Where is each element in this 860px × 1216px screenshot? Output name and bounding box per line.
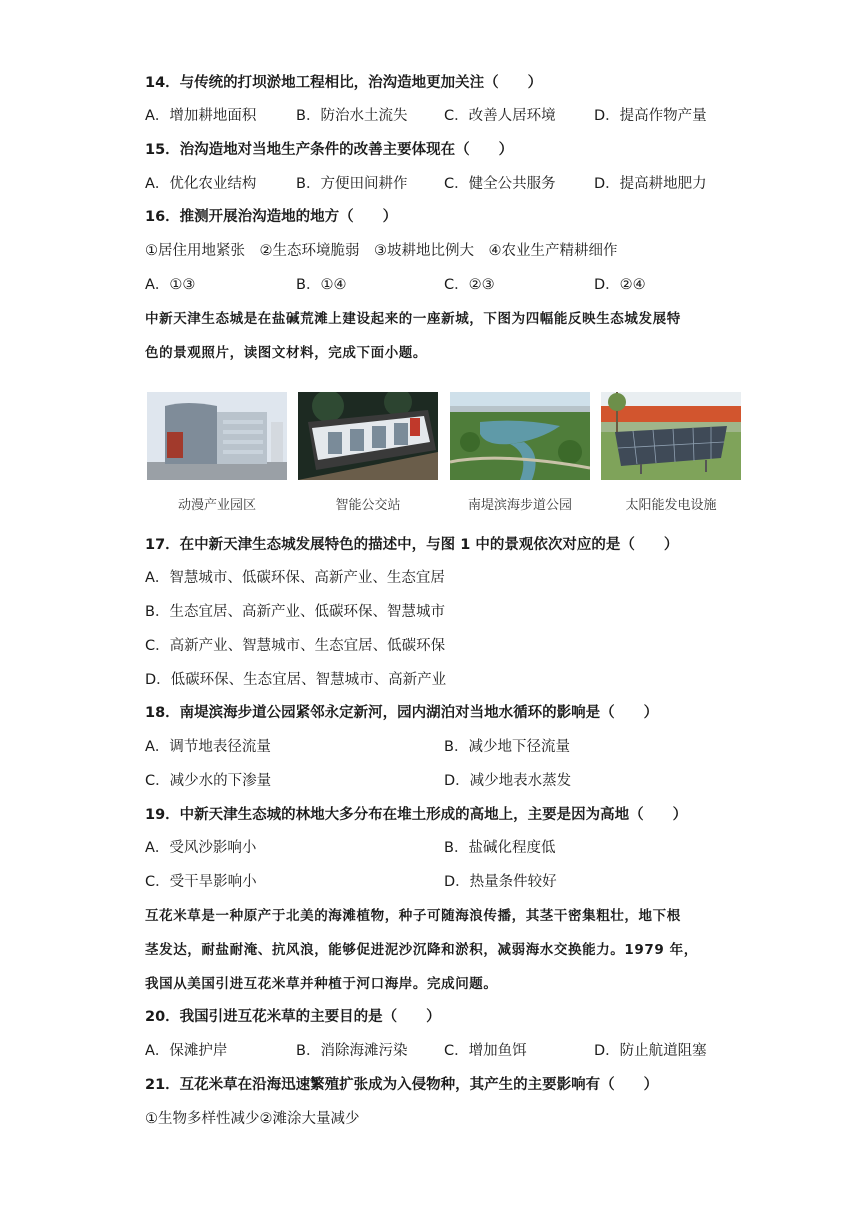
q17-option-b: B．生态宜居、高新产业、低碳环保、智慧城市	[145, 604, 445, 620]
q17-option-c: C．高新产业、智慧城市、生态宜居、低碳环保	[145, 638, 446, 654]
q19-option-c: C．受干旱影响小	[145, 874, 257, 890]
q20-option-c: C．增加鱼饵	[444, 1043, 527, 1059]
q17-option-a: A．智慧城市、低碳环保、高新产业、生态宜居	[145, 570, 445, 586]
q16-option-a: A．①③	[145, 277, 196, 293]
question-14-stem: 14．与传统的打坝淤地工程相比，治沟造地更加关注（ ）	[145, 75, 543, 91]
question-16-stem: 16．推测开展治沟造地的地方（ ）	[145, 209, 398, 225]
passage-1-line-1: 中新天津生态城是在盐碱荒滩上建设起来的一座新城，下图为四幅能反映生态城发展特	[145, 311, 681, 327]
photo-smart-bus-station	[298, 392, 438, 480]
q20-option-a: A．保滩护岸	[145, 1043, 228, 1059]
question-15-stem: 15．治沟造地对当地生产条件的改善主要体现在（ ）	[145, 142, 514, 158]
passage-2-line-1: 互花米草是一种原产于北美的海滩植物，种子可随海浪传播，其茎干密集粗壮，地下根	[145, 908, 681, 924]
passage-2-line-2: 茎发达，耐盐耐淹、抗风浪，能够促进泥沙沉降和淤积，减弱海水交换能力。1979 年，	[145, 942, 698, 958]
photo-caption-1: 动漫产业园区	[177, 498, 256, 513]
q16-option-b: B．①④	[296, 277, 347, 293]
photo-caption-4: 太阳能发电设施	[625, 498, 717, 513]
q15-option-d: D．提高耕地肥力	[594, 176, 707, 192]
q18-option-a: A．调节地表径流量	[145, 739, 271, 755]
photo-caption-2: 智能公交站	[335, 498, 401, 513]
q16-option-d: D．②④	[594, 277, 646, 293]
question-21-stem: 21．互花米草在沿海迅速繁殖扩张成为入侵物种，其产生的主要影响有（ ）	[145, 1077, 659, 1093]
q18-option-d: D．减少地表水蒸发	[444, 773, 572, 789]
question-17-stem: 17．在中新天津生态城发展特色的描述中，与图 1 中的景观依次对应的是（ ）	[145, 537, 679, 553]
q14-option-c: C．改善人居环境	[444, 108, 556, 124]
q20-option-b: B．消除海滩污染	[296, 1043, 408, 1059]
q14-option-b: B．防治水土流失	[296, 108, 408, 124]
photo-south-embankment-seaside-park	[450, 392, 590, 480]
q15-option-a: A．优化农业结构	[145, 176, 257, 192]
q14-option-d: D．提高作物产量	[594, 108, 707, 124]
q20-option-d: D．防止航道阻塞	[594, 1043, 707, 1059]
q19-option-b: B．盐碱化程度低	[444, 840, 556, 856]
q21-conditions: ①生物多样性减少②滩涂大量减少	[145, 1111, 360, 1127]
q16-option-c: C．②③	[444, 277, 495, 293]
q16-conditions: ①居住用地紧张 ②生态环境脆弱 ③坡耕地比例大 ④农业生产精耕细作	[145, 243, 618, 259]
photo-animation-industrial-park	[147, 392, 287, 480]
q15-option-c: C．健全公共服务	[444, 176, 556, 192]
q15-option-b: B．方便田间耕作	[296, 176, 408, 192]
question-20-stem: 20．我国引进互花米草的主要目的是（ ）	[145, 1009, 441, 1025]
photo-caption-3: 南堤滨海步道公园	[467, 498, 572, 513]
passage-2-line-3: 我国从美国引进互花米草并种植于河口海岸。完成问题。	[145, 976, 498, 992]
passage-1-line-2: 色的景观照片，读图文材料，完成下面小题。	[145, 345, 427, 361]
q18-option-c: C．减少水的下渗量	[145, 773, 272, 789]
q19-option-a: A．受风沙影响小	[145, 840, 257, 856]
q18-option-b: B．减少地下径流量	[444, 739, 570, 755]
question-19-stem: 19．中新天津生态城的林地大多分布在堆土形成的高地上，主要是因为高地（ ）	[145, 807, 688, 823]
q14-option-a: A．增加耕地面积	[145, 108, 257, 124]
photo-solar-power-facility	[601, 392, 741, 480]
question-18-stem: 18．南堤滨海步道公园紧邻永定新河，园内湖泊对当地水循环的影响是（ ）	[145, 705, 659, 721]
q19-option-d: D．热量条件较好	[444, 874, 557, 890]
q17-option-d: D．低碳环保、生态宜居、智慧城市、高新产业	[145, 672, 447, 688]
